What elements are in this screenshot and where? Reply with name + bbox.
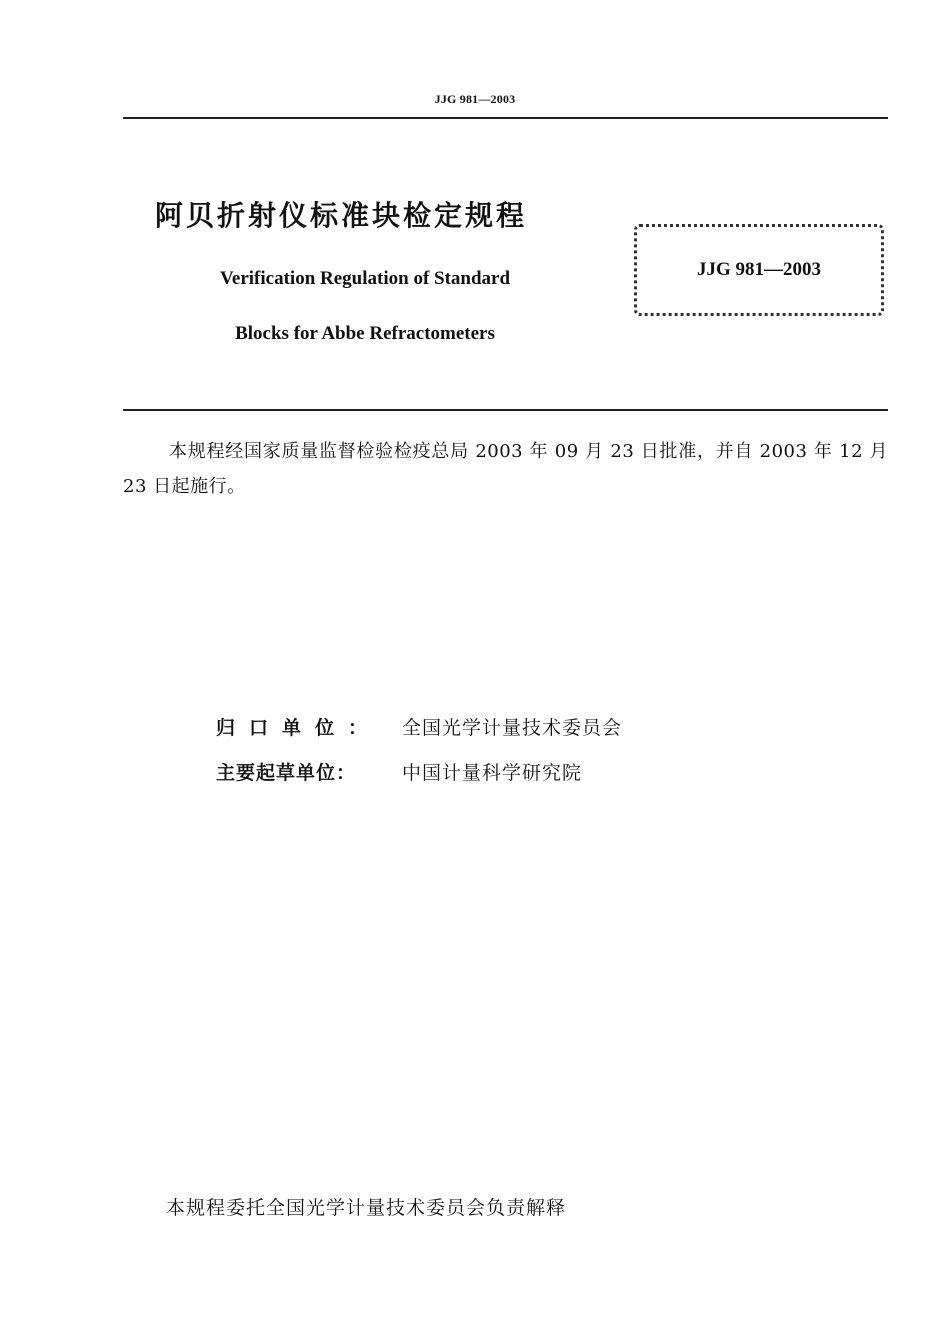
header-rule [123,117,888,119]
document-title-en-line2: Blocks for Abbe Refractometers [235,323,495,344]
drafting-unit-row [216,756,582,786]
approval-statement: 本规程经国家质量监督检验检疫总局 2003 年 09 月 23 日批准，并自 2003 年 12 月 23 日起施行。 [123,441,888,497]
title-rule [123,409,888,411]
header-standard-code: JJG 981—2003 [434,92,516,106]
standard-code-box [634,224,884,316]
interpretation-note: 本规程委托全国光学计量技术委员会负责解释 [166,1197,567,1219]
drafting-unit-value: 中国计量科学研究院 [402,761,583,784]
responsible-unit-value: 全国光学计量技术委员会 [402,716,623,739]
responsible-unit-label: 归口单位： [216,716,382,739]
drafting-unit-label: 主要起草单位： [216,761,357,784]
standard-code-box-text: JJG 981—2003 [696,259,822,280]
document-title-en-line1: Verification Regulation of Standard [219,268,511,289]
document-title-cn: 阿贝折射仪标准块检定规程 [155,199,528,232]
responsible-unit-row [216,711,622,741]
